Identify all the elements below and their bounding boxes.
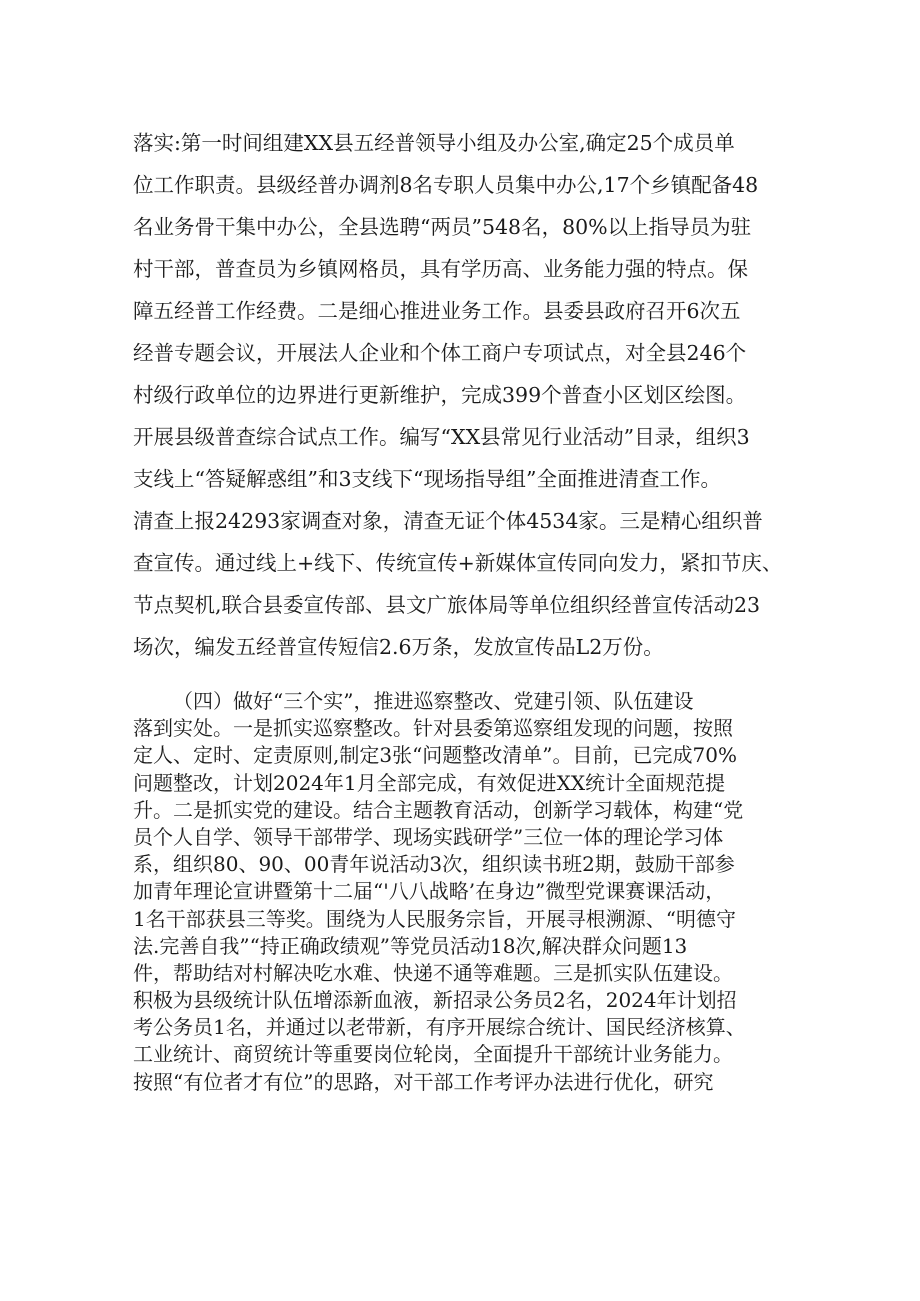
text-line: 障五经普工作经费。二是细心推进业务工作。县委县政府召开6次五 (133, 299, 741, 323)
text-line: 查宣传。通过线上+线下、传统宣传+新媒体宣传同向发力，紧扣节庆、 (133, 551, 783, 575)
text-line: 场次，编发五经普宣传短信2.6万条，发放宣传品L2万份。 (133, 635, 664, 659)
text-line: 节点契机,联合县委宣传部、县文广旅体局等单位组织经普宣传活动23 (133, 593, 761, 617)
paragraph-three-practical (133, 688, 803, 1096)
text-line: 落实:第一时间组建XX县五经普领导小组及办公室,确定25个成员单 (133, 131, 735, 155)
text-line: 考公务员1名，并通过以老带新，有序开展综合统计、国民经济核算、 (133, 1015, 746, 1040)
text-line: 落到实处。一是抓实巡察整改。针对县委第巡察组发现的问题，按照 (133, 716, 733, 741)
text-line: 工业统计、商贸统计等重要岗位轮岗，全面提升干部统计业务能力。 (133, 1042, 733, 1067)
text-line: 支线上“答疑解惑组”和3支线下“现场指导组”全面推进清查工作。 (133, 467, 721, 491)
text-line: 经普专题会议，开展法人企业和个体工商户专项试点，对全县246个 (133, 341, 747, 365)
text-line: 问题整改，计划2024年1月全部完成，有效促进XX统计全面规范提 (133, 770, 726, 795)
text-line: 位工作职责。县级经普办调剂8名专职人员集中办公,17个乡镇配备48 (133, 173, 759, 197)
section-heading-line: （四）做好“三个实”，推进巡察整改、党建引领、队伍建设 (173, 689, 694, 713)
text-line: 按照“有位者才有位”的思路，对干部工作考评办法进行优化，研究 (133, 1069, 714, 1094)
text-line: 村干部，普查员为乡镇网格员，具有学历高、业务能力强的特点。保 (133, 257, 748, 281)
text-line: 加青年理论宣讲暨第十二届“'八八战略’在身边”微型党课赛课活动， (133, 879, 726, 904)
paragraph-work-progress (133, 122, 803, 668)
text-line: 员个人自学、领导干部带学、现场实践研学”三位一体的理论学习体 (133, 824, 724, 849)
text-line: 升。二是抓实党的建设。结合主题教育活动，创新学习载体，构建“党 (133, 797, 744, 822)
text-line: 名业务骨干集中办公，全县选聘“两员”548名，80%以上指导员为驻 (133, 215, 752, 239)
text-line: 定人、定时、定责原则,制定3张“问题整改清单”。目前，已完成70% (133, 743, 737, 768)
text-line: 法.完善自我”“持正确政绩观”等党员活动18次,解决群众问题13 (133, 933, 688, 958)
text-line: 村级行政单位的边界进行更新维护，完成399个普查小区划区绘图。 (133, 383, 747, 407)
text-line: 清查上报24293家调查对象，清查无证个体4534家。三是精心组织普 (133, 509, 763, 533)
text-line: 1名干部获县三等奖。围绕为人民服务宗旨，开展寻根溯源、“明德守 (133, 906, 736, 931)
text-line: 积极为县级统计队伍增添新血液，新招录公务员2名，2024年计划招 (133, 988, 737, 1013)
text-line: 件，帮助结对村解决吃水难、快递不通等难题。三是抓实队伍建设。 (133, 960, 733, 985)
text-line: 开展县级普查综合试点工作。编写“XX县常见行业活动”目录，组织3 (133, 425, 750, 449)
text-line: 系，组织80、90、00青年说活动3次，组织读书班2期，鼓励干部参 (133, 852, 735, 877)
